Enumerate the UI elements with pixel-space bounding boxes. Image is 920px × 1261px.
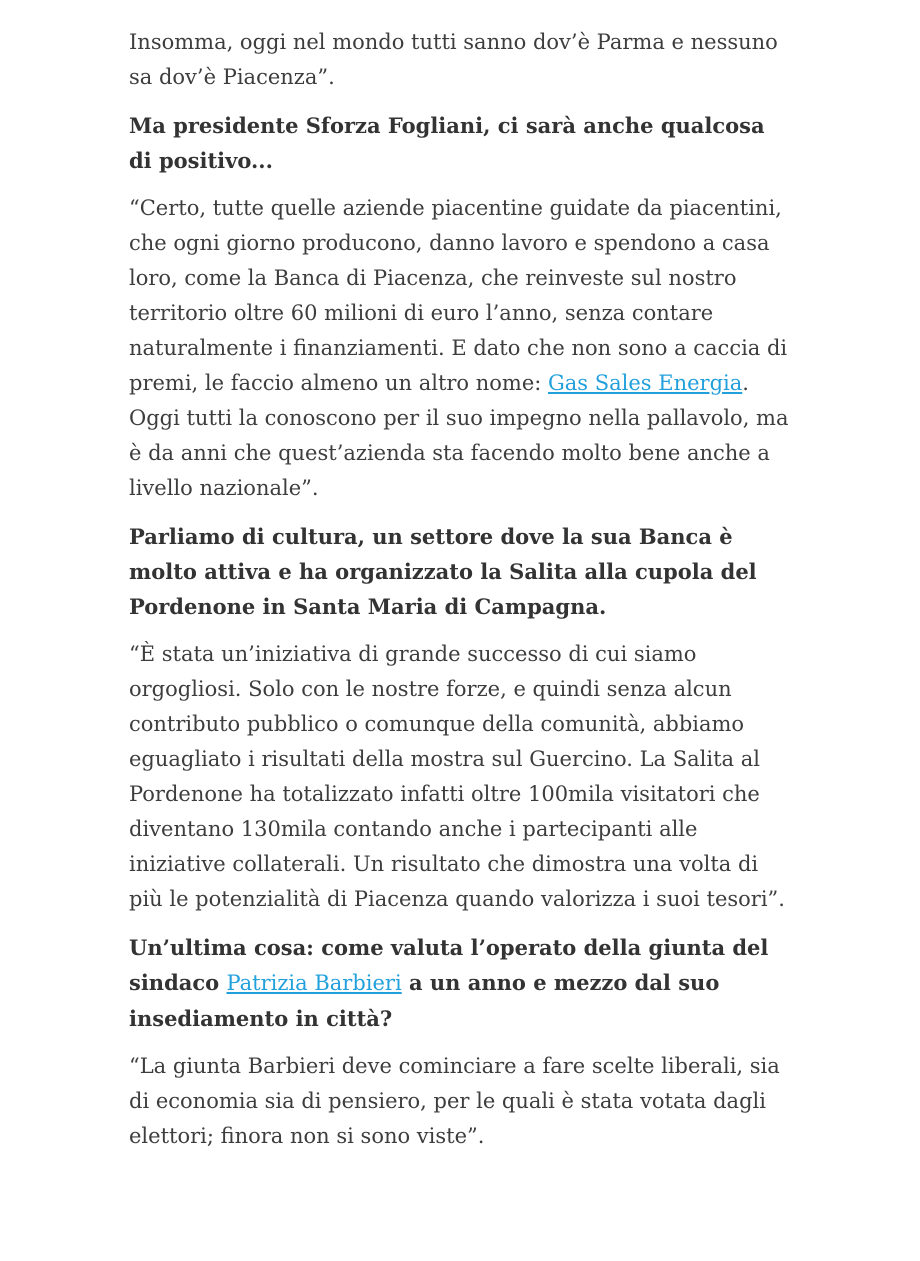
gas-sales-energia-link[interactable]: Gas Sales Energia [548, 371, 743, 395]
text-segment: Ma presidente Sforza Fogliani, ci sarà anche qualcosa di positivo... [129, 113, 765, 173]
paragraph-answer-aziende-piacentine [129, 191, 791, 506]
paragraph-answer-scelte-liberali [129, 1049, 791, 1154]
text-segment: “È stata un’iniziativa di grande successo di cui siamo orgogliosi. Solo con le nostre forze, e quindi senza alcun contributo pubblico o comunque della comunità, abbiamo eguagliato i risultati della mostra sul Guercino. La Salita al Pordenone ha totalizzato infatti oltre 100mila visitatori che diventano 130mila contando anche i partecipanti alle iniziative collaterali. Un risultato che dimostra una volta di più le potenzialità di Piacenza quando valorizza i suoi tesori”. [129, 642, 785, 911]
text-segment: Un’ultima cosa: come valuta l’operato della giunta del sindaco [129, 935, 769, 995]
text-segment: “Certo, tutte quelle aziende piacentine guidate da piacentini, che ogni giorno producono, danno lavoro e spendono a casa loro, come la Banca di Piacenza, che reinveste sul nostro territorio oltre 60 milioni di euro l’anno, senza contare naturalmente i finanziamenti. E dato che non sono a caccia di premi, le faccio almeno un altro nome: [129, 196, 788, 395]
text-segment: a un anno e mezzo dal suo insediamento in città? [129, 970, 720, 1031]
text-segment: . Oggi tutti la conoscono per il suo impegno nella pallavolo, ma è da anni che quest’azienda sta facendo molto bene anche a livello nazionale”. [129, 371, 789, 500]
text-segment: Parliamo di cultura, un settore dove la sua Banca è molto attiva e ha organizzato la Salita alla cupola del Pordenone in Santa Maria di Campagna. [129, 524, 757, 619]
paragraph-answer-parma-piacenza [129, 25, 791, 95]
article-body [129, 0, 791, 1154]
text-segment: Insomma, oggi nel mondo tutti sanno dov’è Parma e nessuno sa dov’è Piacenza”. [129, 30, 778, 89]
patrizia-barbieri-link[interactable]: Patrizia Barbieri [226, 971, 402, 995]
question-sforza-fogliani-positivo [129, 108, 791, 178]
question-cultura-salita-pordenone [129, 519, 791, 624]
paragraph-answer-iniziativa-successo [129, 637, 791, 917]
question-giunta-barbieri [129, 930, 791, 1036]
text-segment: “La giunta Barbieri deve cominciare a fare scelte liberali, sia di economia sia di pensiero, per le quali è stata votata dagli elettori; finora non si sono viste”. [129, 1054, 780, 1148]
